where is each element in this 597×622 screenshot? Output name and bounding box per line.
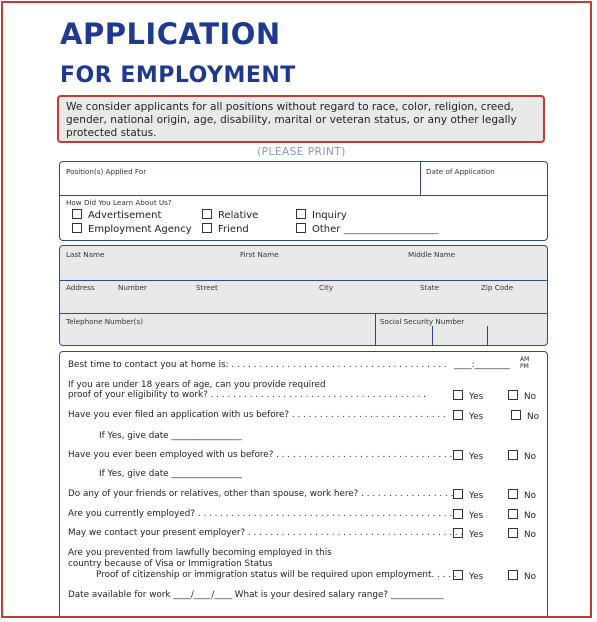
checkbox-inquiry[interactable] [296, 209, 306, 219]
last-name-label: Last Name [66, 250, 105, 259]
address-label: Address [66, 283, 95, 292]
question-employed-before: Have you ever been employed with us before? . . . . . . . . . . . . . . . . . . . . . . . . . . . . . . . . [68, 450, 453, 460]
personal-info-section [59, 245, 548, 346]
divider [375, 313, 376, 346]
yes-option[interactable]: Yes [453, 509, 483, 521]
checkbox-relative[interactable] [202, 209, 212, 219]
checkbox-other[interactable] [296, 223, 306, 233]
yes-checkbox[interactable] [453, 509, 463, 519]
yes-option[interactable]: Yes [453, 410, 483, 422]
question-contact-employer: May we contact your present employer? . . . . . . . . . . . . . . . . . . . . . . . . . . . . . . . . . . . . . . . [68, 528, 464, 538]
divider [420, 162, 421, 195]
title-line-1: APPLICATION [60, 17, 281, 51]
question-date-available-salary[interactable]: Date available for work ____/____/____ What is your desired salary range? ____________ [68, 590, 444, 600]
no-checkbox[interactable] [508, 528, 518, 538]
yes-checkbox[interactable] [453, 570, 463, 580]
option-advertisement[interactable]: Advertisement [72, 209, 161, 221]
no-option[interactable]: No [508, 570, 536, 582]
yes-checkbox[interactable] [453, 410, 463, 420]
question-friends-relatives: Do any of your friends or relatives, other than spouse, work here? . . . . . . . . . . . . . . . . . [68, 489, 454, 499]
option-relative[interactable]: Relative [202, 209, 258, 221]
no-checkbox[interactable] [511, 410, 521, 420]
how-did-you-learn-label: How Did You Learn About Us? [66, 198, 172, 207]
telephone-label: Telephone Number(s) [66, 317, 144, 326]
divider [487, 326, 488, 346]
question-filed-before: Have you ever filed an application with us before? . . . . . . . . . . . . . . . . . . . . . . . . . . . . [68, 410, 446, 420]
position-section [59, 161, 548, 241]
no-option[interactable]: No [508, 509, 536, 521]
no-checkbox[interactable] [508, 509, 518, 519]
divider [60, 313, 547, 314]
no-checkbox[interactable] [508, 390, 518, 400]
no-option[interactable]: No [508, 489, 536, 501]
best-time-blank[interactable]: ____:________ [454, 360, 510, 370]
divider [60, 195, 547, 196]
yes-checkbox[interactable] [453, 450, 463, 460]
if-yes-date-1[interactable]: If Yes, give date ________________ [99, 431, 242, 441]
divider [432, 326, 433, 346]
zip-code-label: Zip Code [481, 283, 514, 292]
state-label: State [420, 283, 440, 292]
yes-option[interactable]: Yes [453, 570, 483, 582]
divider [60, 280, 547, 281]
position-applied-label: Position(s) Applied For [66, 167, 147, 176]
question-currently-employed: Are you currently employed? . . . . . . . . . . . . . . . . . . . . . . . . . . . . . . . . . . . . . . . . . . . . . . [68, 509, 453, 519]
yes-checkbox[interactable] [453, 528, 463, 538]
yes-checkbox[interactable] [453, 390, 463, 400]
street-label: Street [196, 283, 218, 292]
option-other[interactable]: Other ___________________________ [296, 223, 438, 235]
other-blank[interactable]: ___________________________ [343, 225, 439, 234]
question-best-time: Best time to contact you at home is: . . . . . . . . . . . . . . . . . . . . . . . . . . . . . . . . . . . . . . . [68, 360, 447, 370]
middle-name-label: Middle Name [408, 250, 456, 259]
question-visa-line-3: Proof of citizenship or immigration status will be required upon employment. . . . . [96, 570, 457, 580]
yes-option[interactable]: Yes [453, 489, 483, 501]
questions-section [59, 351, 548, 618]
option-friend[interactable]: Friend [202, 223, 249, 235]
no-checkbox[interactable] [508, 570, 518, 580]
yes-option[interactable]: Yes [453, 390, 483, 402]
yes-checkbox[interactable] [453, 489, 463, 499]
question-visa-line-1: Are you prevented from lawfully becoming employed in this [68, 548, 332, 558]
number-label: Number [118, 283, 147, 292]
no-option[interactable]: No [508, 528, 536, 540]
no-option[interactable]: No [511, 410, 539, 422]
city-label: City [319, 283, 334, 292]
no-option[interactable]: No [508, 450, 536, 462]
option-employment-agency[interactable]: Employment Agency [72, 223, 192, 235]
question-visa-line-2: country because of Visa or Immigration Status [68, 559, 273, 569]
first-name-label: First Name [240, 250, 279, 259]
page-frame [1, 1, 592, 618]
no-checkbox[interactable] [508, 489, 518, 499]
am-pm-label: AM PM [520, 356, 530, 370]
checkbox-advertisement[interactable] [72, 209, 82, 219]
no-option[interactable]: No [508, 390, 536, 402]
question-under-18-line-2: proof of your eligibility to work? . . . . . . . . . . . . . . . . . . . . . . . . . . . . . . . . . . . . . . . [68, 390, 426, 400]
yes-option[interactable]: Yes [453, 528, 483, 540]
date-of-application-label: Date of Application [426, 167, 495, 176]
yes-option[interactable]: Yes [453, 450, 483, 462]
please-print-label: (PLEASE PRINT) [257, 146, 346, 158]
title-line-2: FOR EMPLOYMENT [60, 63, 296, 88]
option-inquiry[interactable]: Inquiry [296, 209, 347, 221]
checkbox-friend[interactable] [202, 223, 212, 233]
equal-opportunity-notice: We consider applicants for all positions without regard to race, color, religion, creed, gender, national origin, age, disability, marital or veteran status, or any other legally protected status. [57, 95, 545, 143]
checkbox-employment-agency[interactable] [72, 223, 82, 233]
question-under-18-line-1: If you are under 18 years of age, can you provide required [68, 380, 326, 390]
if-yes-date-2[interactable]: If Yes, give date ________________ [99, 469, 242, 479]
no-checkbox[interactable] [508, 450, 518, 460]
ssn-label: Social Security Number [380, 317, 465, 326]
